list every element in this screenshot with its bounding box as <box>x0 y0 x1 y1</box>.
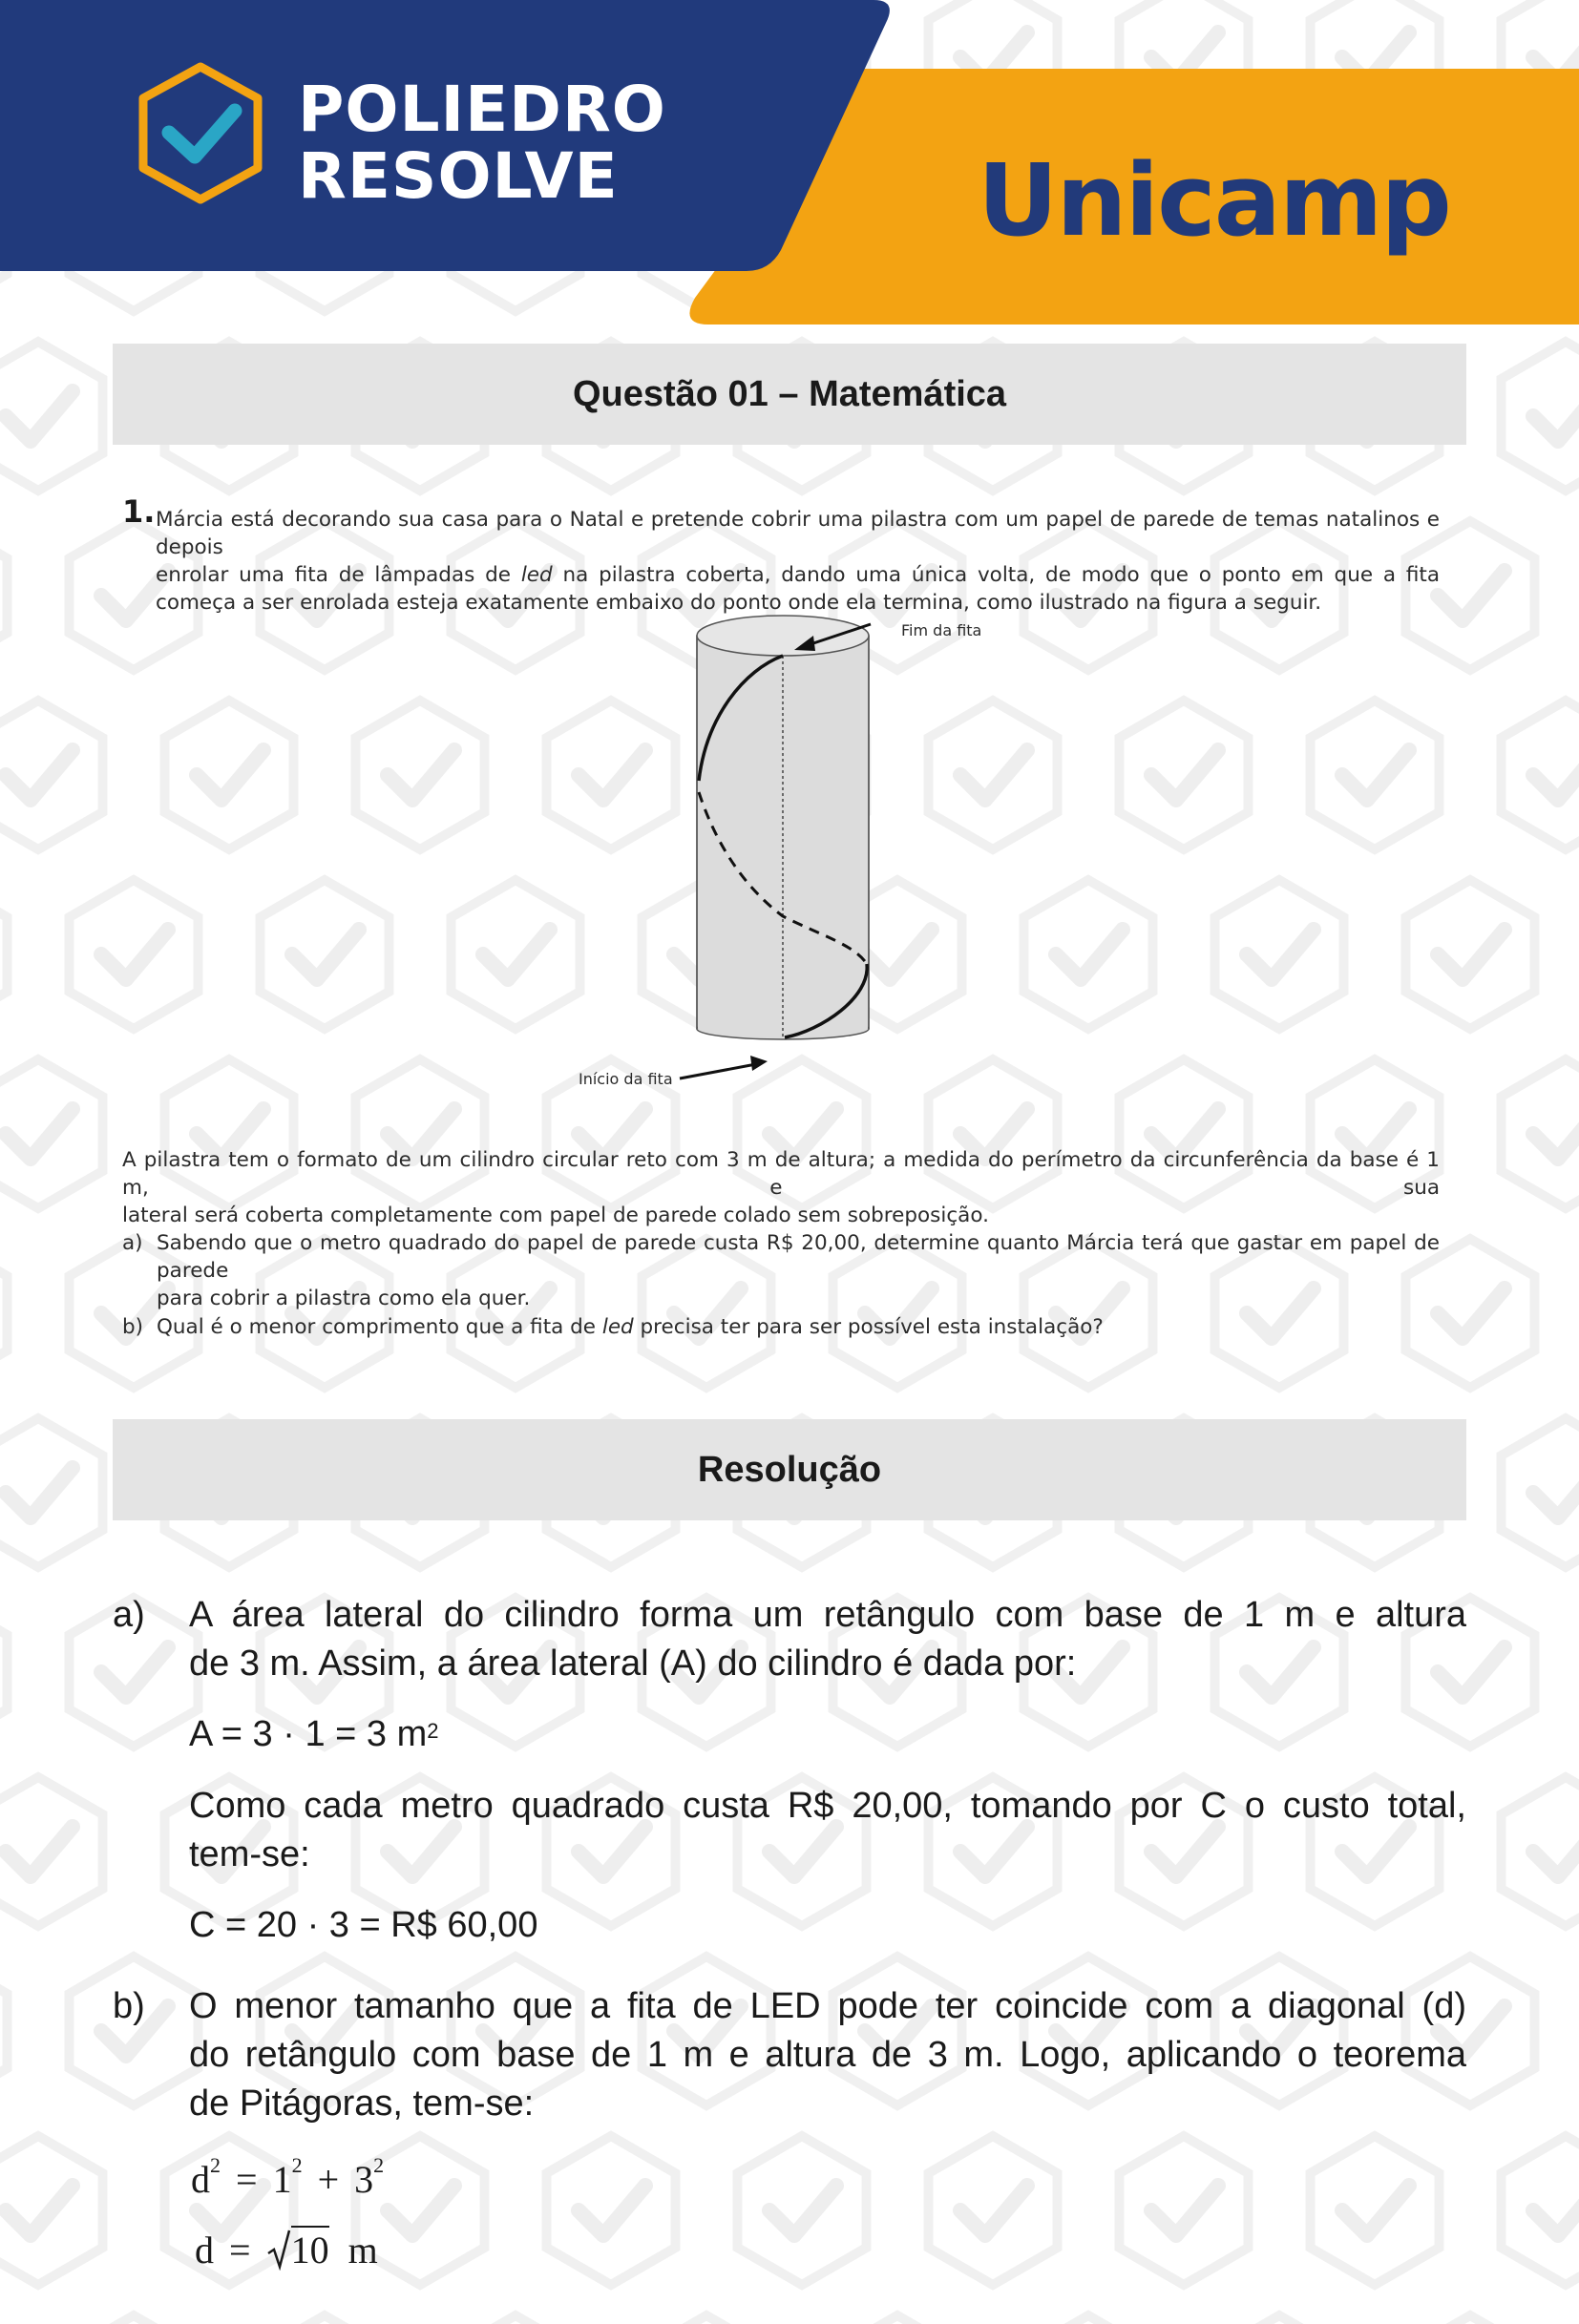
resolution-a-area-equation: A = 3 · 1 = 3 $m^2$ <box>189 1714 439 1754</box>
watermark-check-icon <box>1311 2136 1440 2285</box>
watermark-check-icon <box>642 2315 771 2324</box>
watermark-check-icon <box>1311 701 1440 849</box>
watermark-check-icon <box>1502 701 1579 849</box>
watermark-check-icon <box>452 2315 580 2324</box>
watermark-check-icon <box>1120 701 1249 849</box>
watermark-check-icon <box>0 1598 8 1747</box>
watermark-check-icon <box>0 1957 8 2105</box>
pythagoras-equation: $d^2 = 1^2 + 3^2$ <box>191 2153 385 2201</box>
watermark-check-icon <box>0 342 103 491</box>
question-statement: A pilastra tem o formato de um cilindro circular reto com 3 m de altura; a medida do perímetro da circunferência da base é 1 m, e sua lateral será coberta completamente com papel de parede colado sem sobreposição. <box>122 1148 1440 1227</box>
watermark-check-icon <box>547 2136 676 2285</box>
item-a-label: a) <box>122 1231 143 1255</box>
arrow-start-line <box>680 1064 756 1078</box>
diagonal-equation: d = 10 m <box>195 2228 378 2272</box>
question-item-a <box>122 1229 1440 1310</box>
item-b-text: Qual é o menor comprimento que a fita de led precisa ter para ser possível esta instalação? <box>157 1315 1104 1339</box>
resolution-a-paragraph: A área lateral do cilindro forma um retângulo com base de 1 m e altura de 3 m. Assim, a área lateral (A) do cilindro é dada por: <box>189 1595 1466 1684</box>
watermark-check-icon <box>261 880 389 1029</box>
watermark-check-icon <box>0 1239 8 1388</box>
item-a-text: Sabendo que o metro quadrado do papel de parede custa R$ 20,00, determine quanto Márcia terá que gastar em papel de parede para cobrir a pilastra como ela quer. <box>157 1231 1440 1310</box>
watermark-check-icon <box>0 521 8 670</box>
watermark-check-icon <box>356 701 485 849</box>
watermark-check-icon <box>0 2315 8 2324</box>
watermark-check-icon <box>261 2315 389 2324</box>
watermark-check-icon <box>1024 880 1153 1029</box>
watermark-check-icon <box>1502 2136 1579 2285</box>
watermark-check-icon <box>1024 2315 1153 2324</box>
resolution-a-cost-paragraph: Como cada metro quadrado custa R$ 20,00, tomando por C o custo total, tem-se: <box>189 1786 1466 1874</box>
cylinder-top <box>697 616 869 656</box>
item-b-label: b) <box>122 1315 144 1339</box>
watermark-check-icon <box>1120 2136 1249 2285</box>
cylinder-body <box>697 636 869 1029</box>
square-root-icon <box>266 2229 291 2271</box>
resolution-a-cost-equation: C = 20 · 3 = R$ 60,00 <box>189 1905 538 1945</box>
watermark-check-icon <box>738 2136 867 2285</box>
watermark-check-icon <box>1502 1059 1579 1208</box>
resolution-a-label: a) <box>113 1595 145 1635</box>
watermark-check-icon <box>165 701 294 849</box>
watermark-check-icon <box>929 2136 1058 2285</box>
question-title: Questão 01 – Matemática <box>572 373 1007 414</box>
watermark-check-icon <box>0 1059 103 1208</box>
watermark-check-icon <box>452 880 580 1029</box>
watermark-check-icon <box>0 2136 103 2285</box>
university-name: Unicamp <box>978 142 1450 259</box>
question-number: 1. <box>122 493 156 530</box>
question-item-b <box>122 1313 1440 1342</box>
watermark-check-icon <box>1502 1418 1579 1567</box>
question-stem: Márcia está decorando sua casa para o Natal e pretende cobrir uma pilastra com um papel de parede de temas natalinos e depois enrolar uma fita de lâmpadas de led na pilastra coberta, dando uma única volta, de modo que o ponto em que a fita começa a ser enrolada esteja exatamente embaixo do ponto onde ela termina, como ilustrado na figura a seguir. <box>156 508 1440 615</box>
watermark-check-icon <box>70 880 199 1029</box>
watermark-check-icon <box>1406 2315 1535 2324</box>
watermark-check-icon <box>1502 1777 1579 1926</box>
watermark-check-icon <box>0 701 103 849</box>
watermark-check-icon <box>1215 2315 1344 2324</box>
cylinder-figure <box>563 611 1021 1098</box>
watermark-check-icon <box>70 2315 199 2324</box>
watermark-check-icon <box>0 1418 103 1567</box>
resolution-b-paragraph: O menor tamanho que a fita de LED pode ter coincide com a diagonal (d) do retângulo com base de 1 m e altura de 3 m. Logo, aplicando o teorema de Pitágoras, tem-se: <box>189 1986 1466 2124</box>
watermark-check-icon <box>1406 880 1535 1029</box>
watermark-check-icon <box>833 2315 962 2324</box>
resolution-title: Resolução <box>697 1449 882 1490</box>
resolution-title-bar <box>113 1419 1466 1520</box>
brand-resolve: RESOLVE <box>298 139 619 213</box>
label-end-of-ribbon: Fim da fita <box>901 621 982 639</box>
arrow-start-head <box>750 1056 768 1071</box>
watermark-check-icon <box>0 1777 103 1926</box>
watermark-check-icon <box>1502 342 1579 491</box>
watermark-check-icon <box>0 880 8 1029</box>
watermark-check-icon <box>1215 880 1344 1029</box>
question-title-bar <box>113 344 1466 445</box>
watermark-check-icon <box>70 1957 199 2105</box>
label-start-of-ribbon: Início da fita <box>579 1070 673 1088</box>
resolution-b-label: b) <box>113 1986 145 2026</box>
brand-poliedro: POLIEDRO <box>298 73 666 146</box>
